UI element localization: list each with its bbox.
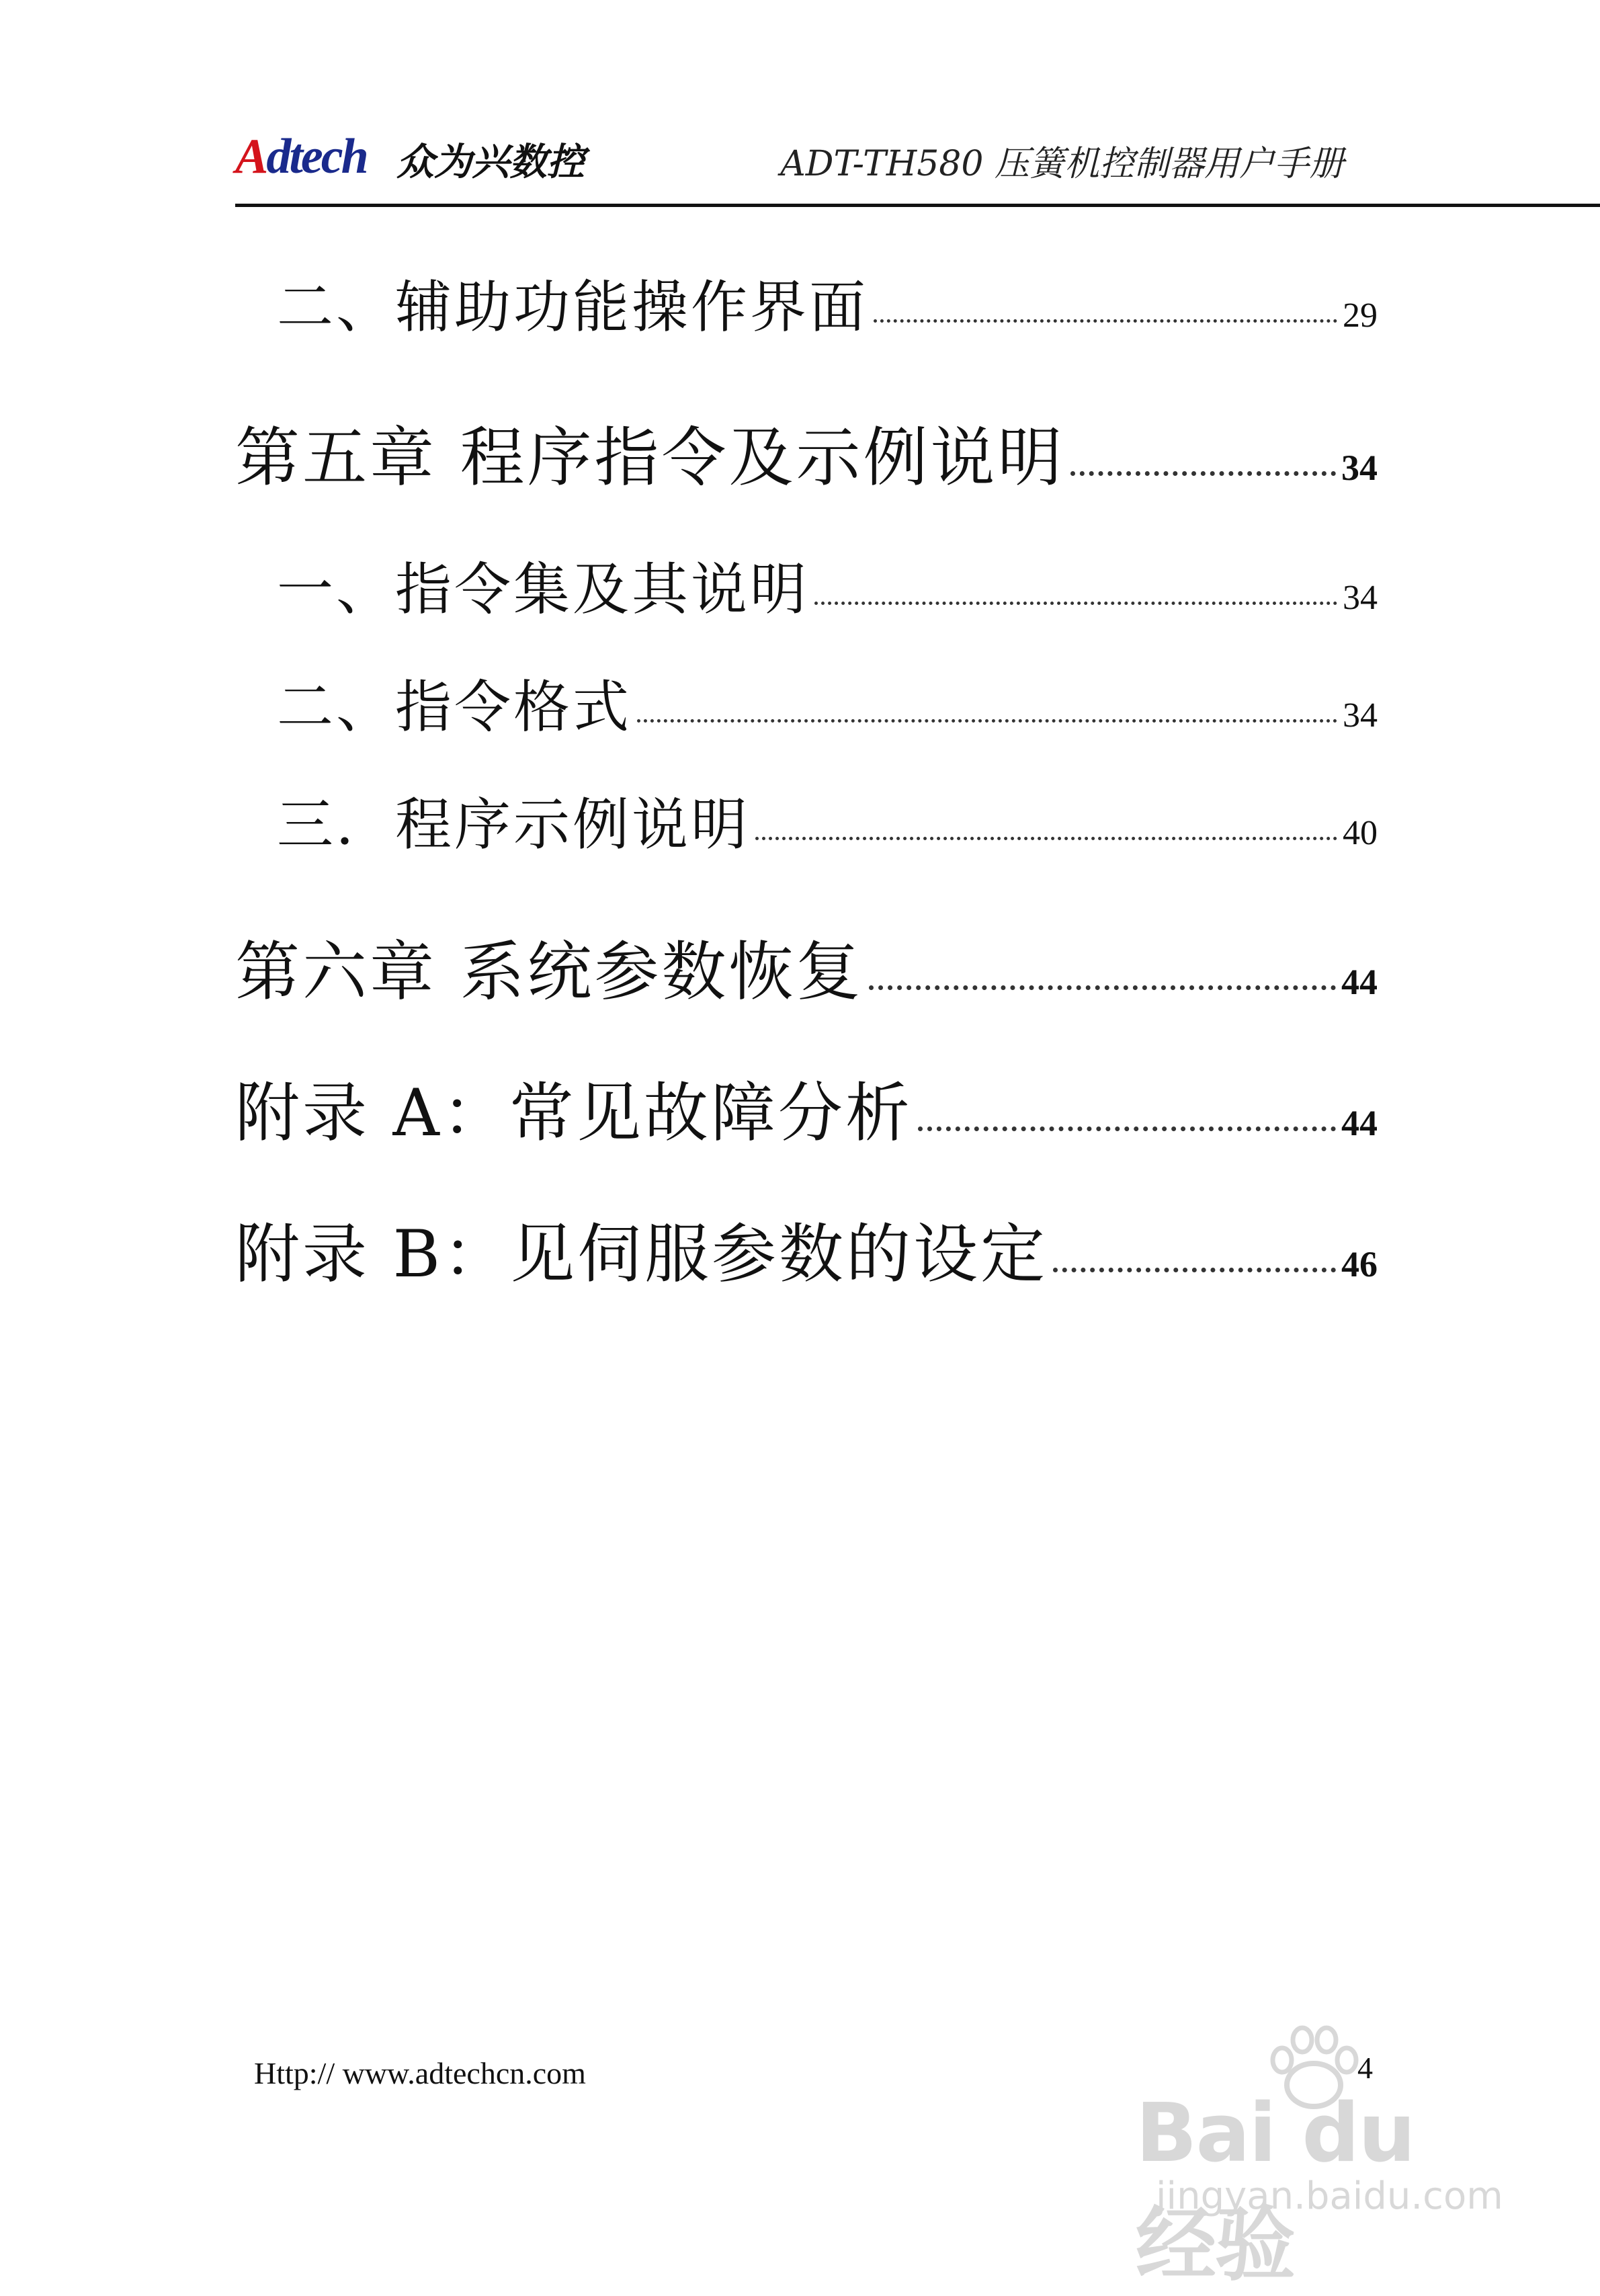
toc-entry[interactable] [235,1062,1378,1154]
toc-entry-title: 附录 B：见伺服参数的设定 [235,1217,1048,1292]
toc-entry[interactable] [235,544,1378,626]
toc-leader-dots [1053,1268,1336,1272]
toc-leader-dots [814,602,1337,605]
toc-entry[interactable] [235,407,1378,499]
page-header [235,120,1344,194]
toc-entry-page: 44 [1341,1103,1378,1143]
toc-entry-page: 34 [1341,448,1378,488]
toc-entry-title: 附录 A：常见故障分析 [235,1075,913,1151]
toc-entry[interactable] [235,1203,1378,1295]
footer-url[interactable]: Http:// www.adtechcn.com [254,2056,586,2090]
watermark-main-text: Bai du 经验 [1136,2087,1415,2292]
toc-entry-page: 34 [1343,579,1378,617]
toc-entry[interactable] [235,780,1378,861]
page-number: 4 [1357,2051,1373,2085]
toc-entry[interactable] [235,262,1378,343]
toc-entry-title: 一、指令集及其说明 [277,557,810,622]
toc-entry-title: 二、指令格式 [277,674,632,740]
toc-entry[interactable] [235,921,1378,1013]
toc-leader-dots [1070,471,1336,476]
watermark-sub-text: jingyan.baidu.com [1156,2174,1503,2218]
toc-leader-dots [918,1126,1336,1131]
toc-entry-title: 二、辅助功能操作界面 [277,274,869,340]
document-title: ADT-TH580 压簧机控制器用户手册 [780,144,1344,184]
toc-leader-dots [874,319,1337,323]
toc-entry-page: 29 [1343,296,1378,335]
adtech-logo: Adtech [235,129,367,184]
toc-entry-page: 34 [1343,696,1378,735]
toc-entry-page: 40 [1343,814,1378,852]
toc-entry-page: 46 [1341,1244,1378,1284]
baidu-watermark [1136,2023,1512,2292]
toc-entry-title: 三．程序示例说明 [277,792,751,858]
brand-name: 众为兴数控 [396,140,585,184]
toc-leader-dots [755,837,1337,840]
toc-entry-title: 第五章 程序指令及示例说明 [235,420,1065,495]
toc-leader-dots [637,719,1337,723]
toc-entry-title: 第六章 系统参数恢复 [235,934,864,1010]
toc-entry[interactable] [235,662,1378,743]
toc-leader-dots [869,985,1336,990]
toc-entry-page: 44 [1341,962,1378,1002]
header-rule [235,204,1600,207]
